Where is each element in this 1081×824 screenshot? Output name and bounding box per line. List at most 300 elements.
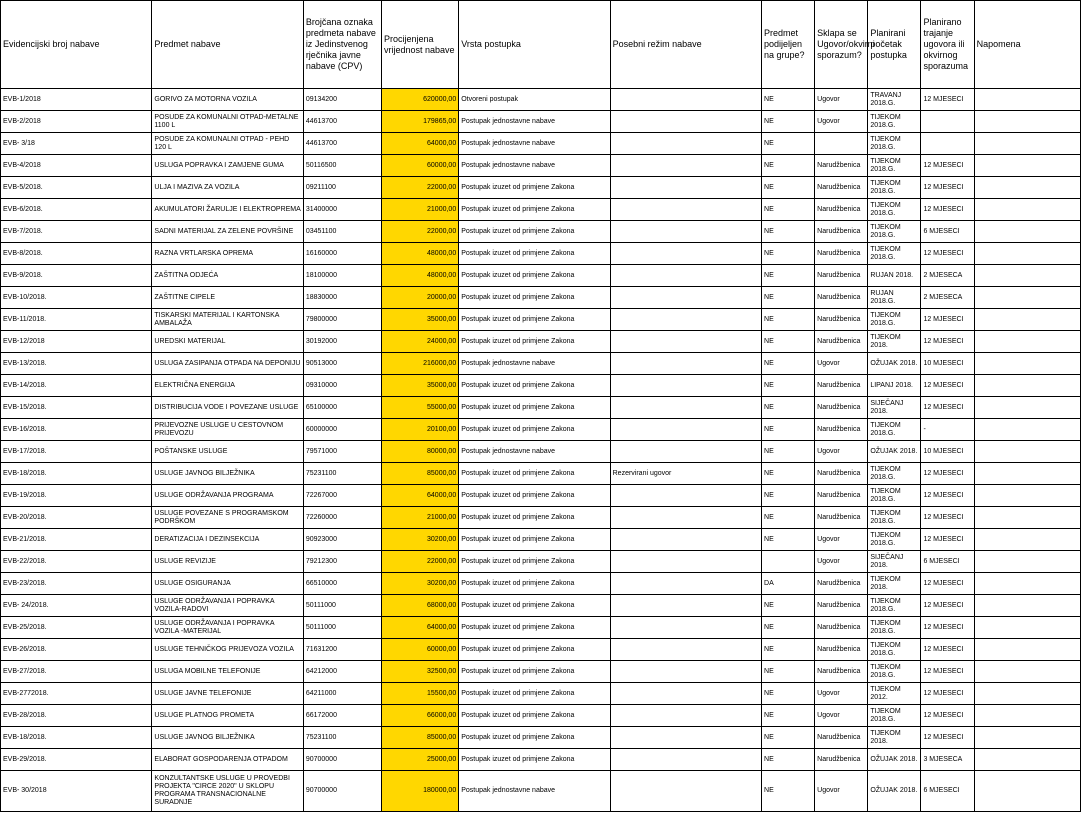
cell-vrsta-postupka: Postupak izuzet od primjene Zakona	[459, 573, 610, 595]
cell-grupe: NE	[762, 243, 815, 265]
cell-ugovor: Ugovor	[815, 353, 868, 375]
cell-predmet: USLUGE PLATNOG PROMETA	[152, 705, 303, 727]
cell-predmet: USLUGE ODRŽAVANJA I POPRAVKA VOZILA-RADOVI	[152, 595, 303, 617]
cell-trajanje: 12 MJESECI	[921, 375, 974, 397]
cell-cpv: 79212300	[303, 551, 381, 573]
cell-napomena	[974, 617, 1080, 639]
cell-trajanje: 12 MJESECI	[921, 331, 974, 353]
cell-vrsta-postupka: Postupak izuzet od primjene Zakona	[459, 639, 610, 661]
cell-vrijednost: 20100,00	[382, 419, 459, 441]
header-vrijednost: Procijenjena vrijednost nabave	[382, 1, 459, 89]
cell-cpv: 64211000	[303, 683, 381, 705]
cell-posebni-rezim	[610, 485, 761, 507]
cell-grupe: NE	[762, 177, 815, 199]
cell-predmet: ZAŠTITNA ODJEĆA	[152, 265, 303, 287]
cell-grupe: NE	[762, 661, 815, 683]
cell-ugovor: Narudžbenica	[815, 331, 868, 353]
header-vrsta-postupka: Vrsta postupka	[459, 1, 610, 89]
cell-pocetak: TIJEKOM 2018.G.	[868, 529, 921, 551]
cell-cpv: 60000000	[303, 419, 381, 441]
cell-trajanje: 12 MJESECI	[921, 397, 974, 419]
cell-vrijednost: 80000,00	[382, 441, 459, 463]
cell-evid-broj: EVB-29/2018.	[1, 749, 152, 771]
cell-vrsta-postupka: Postupak jednostavne nabave	[459, 353, 610, 375]
cell-posebni-rezim	[610, 661, 761, 683]
cell-evid-broj: EVB-7/2018.	[1, 221, 152, 243]
cell-ugovor: Narudžbenica	[815, 221, 868, 243]
table-row	[1, 287, 1081, 309]
cell-cpv: 09211100	[303, 177, 381, 199]
cell-ugovor: Narudžbenica	[815, 507, 868, 529]
cell-evid-broj: EVB-5/2018.	[1, 177, 152, 199]
cell-cpv: 16160000	[303, 243, 381, 265]
cell-ugovor: Ugovor	[815, 705, 868, 727]
cell-cpv: 30192000	[303, 331, 381, 353]
cell-vrijednost: 48000,00	[382, 265, 459, 287]
table-row	[1, 639, 1081, 661]
cell-ugovor: Narudžbenica	[815, 243, 868, 265]
cell-pocetak: TIJEKOM 2018.G.	[868, 617, 921, 639]
cell-vrsta-postupka: Postupak izuzet od primjene Zakona	[459, 463, 610, 485]
cell-cpv: 90700000	[303, 771, 381, 812]
cell-trajanje: 12 MJESECI	[921, 573, 974, 595]
cell-pocetak: TIJEKOM 2018.G.	[868, 199, 921, 221]
cell-posebni-rezim	[610, 573, 761, 595]
cell-predmet: ULJA I MAZIVA ZA VOZILA	[152, 177, 303, 199]
cell-grupe: NE	[762, 221, 815, 243]
cell-napomena	[974, 397, 1080, 419]
cell-grupe: NE	[762, 595, 815, 617]
cell-posebni-rezim	[610, 133, 761, 155]
cell-vrsta-postupka: Postupak izuzet od primjene Zakona	[459, 397, 610, 419]
cell-ugovor: Ugovor	[815, 771, 868, 812]
header-ugovor: Sklapa se Ugovor/okvirni sporazum?	[815, 1, 868, 89]
cell-trajanje: 12 MJESECI	[921, 595, 974, 617]
cell-evid-broj: EVB-10/2018.	[1, 287, 152, 309]
cell-vrijednost: 25000,00	[382, 749, 459, 771]
cell-cpv: 18830000	[303, 287, 381, 309]
cell-ugovor: Narudžbenica	[815, 573, 868, 595]
cell-vrijednost: 64000,00	[382, 485, 459, 507]
cell-predmet: DERATIZACIJA I DEZINSEKCIJA	[152, 529, 303, 551]
table-row	[1, 617, 1081, 639]
table-row	[1, 485, 1081, 507]
cell-vrijednost: 35000,00	[382, 309, 459, 331]
cell-napomena	[974, 133, 1080, 155]
cell-vrsta-postupka: Postupak jednostavne nabave	[459, 771, 610, 812]
cell-trajanje: 12 MJESECI	[921, 727, 974, 749]
table-row	[1, 749, 1081, 771]
table-row	[1, 353, 1081, 375]
cell-napomena	[974, 683, 1080, 705]
cell-cpv: 66172000	[303, 705, 381, 727]
cell-vrsta-postupka: Postupak izuzet od primjene Zakona	[459, 617, 610, 639]
cell-napomena	[974, 749, 1080, 771]
cell-vrsta-postupka: Postupak izuzet od primjene Zakona	[459, 265, 610, 287]
cell-evid-broj: EVB-8/2018.	[1, 243, 152, 265]
cell-ugovor: Narudžbenica	[815, 419, 868, 441]
cell-vrijednost: 620000,00	[382, 89, 459, 111]
cell-cpv: 75231100	[303, 727, 381, 749]
cell-predmet: ZAŠTITNE CIPELE	[152, 287, 303, 309]
cell-napomena	[974, 265, 1080, 287]
cell-napomena	[974, 287, 1080, 309]
cell-vrsta-postupka: Otvoreni postupak	[459, 89, 610, 111]
cell-evid-broj: EVB-17/2018.	[1, 441, 152, 463]
cell-vrijednost: 30200,00	[382, 529, 459, 551]
cell-trajanje: 6 MJESECI	[921, 551, 974, 573]
cell-pocetak: TIJEKOM 2018.G.	[868, 177, 921, 199]
cell-predmet: ELEKTRIČNA ENERGIJA	[152, 375, 303, 397]
cell-posebni-rezim	[610, 705, 761, 727]
cell-ugovor: Narudžbenica	[815, 309, 868, 331]
cell-vrsta-postupka: Postupak izuzet od primjene Zakona	[459, 727, 610, 749]
cell-posebni-rezim	[610, 287, 761, 309]
cell-ugovor: Narudžbenica	[815, 177, 868, 199]
cell-napomena	[974, 485, 1080, 507]
cell-posebni-rezim	[610, 111, 761, 133]
cell-vrsta-postupka: Postupak izuzet od primjene Zakona	[459, 661, 610, 683]
cell-posebni-rezim: Rezervirani ugovor	[610, 463, 761, 485]
cell-predmet: SADNI MATERIJAL ZA ZELENE POVRŠINE	[152, 221, 303, 243]
cell-posebni-rezim	[610, 155, 761, 177]
table-row	[1, 441, 1081, 463]
cell-vrsta-postupka: Postupak izuzet od primjene Zakona	[459, 595, 610, 617]
cell-napomena	[974, 199, 1080, 221]
cell-evid-broj: EVB- 30/2018	[1, 771, 152, 812]
cell-vrsta-postupka: Postupak izuzet od primjene Zakona	[459, 375, 610, 397]
cell-ugovor: Narudžbenica	[815, 639, 868, 661]
cell-grupe: NE	[762, 133, 815, 155]
cell-posebni-rezim	[610, 331, 761, 353]
cell-napomena	[974, 573, 1080, 595]
cell-grupe: NE	[762, 353, 815, 375]
cell-predmet: TISKARSKI MATERIJAL I KARTONSKA AMBALAŽA	[152, 309, 303, 331]
table-row	[1, 573, 1081, 595]
cell-predmet: UREDSKI MATERIJAL	[152, 331, 303, 353]
cell-grupe: NE	[762, 89, 815, 111]
cell-ugovor: Ugovor	[815, 683, 868, 705]
cell-napomena	[974, 507, 1080, 529]
cell-posebni-rezim	[610, 375, 761, 397]
cell-ugovor: Ugovor	[815, 529, 868, 551]
cell-pocetak: OŽUJAK 2018.	[868, 353, 921, 375]
cell-predmet: KONZULTANTSKE USLUGE U PROVEDBI PROJEKTA "CIRCE 2020" U SKLOPU PROGRAMA TRANSNACIONALNE SURADNJE	[152, 771, 303, 812]
cell-predmet: USLUGA MOBILNE TELEFONIJE	[152, 661, 303, 683]
cell-cpv: 90513000	[303, 353, 381, 375]
cell-predmet: USLUGE ODRŽAVANJA I POPRAVKA VOZILA -MATERIJAL	[152, 617, 303, 639]
cell-cpv: 50111000	[303, 617, 381, 639]
cell-evid-broj: EVB-25/2018.	[1, 617, 152, 639]
cell-trajanje: 12 MJESECI	[921, 485, 974, 507]
cell-trajanje: 3 MJESECA	[921, 749, 974, 771]
cell-predmet: USLUGE TEHNIČKOG PRIJEVOZA VOZILA	[152, 639, 303, 661]
cell-ugovor	[815, 133, 868, 155]
cell-evid-broj: EVB-2/2018	[1, 111, 152, 133]
cell-napomena	[974, 353, 1080, 375]
cell-trajanje: 12 MJESECI	[921, 177, 974, 199]
cell-pocetak: TIJEKOM 2018.G.	[868, 661, 921, 683]
cell-vrsta-postupka: Postupak jednostavne nabave	[459, 155, 610, 177]
table-row	[1, 199, 1081, 221]
cell-cpv: 72267000	[303, 485, 381, 507]
cell-predmet: USLUGE REVIZIJE	[152, 551, 303, 573]
cell-cpv: 72260000	[303, 507, 381, 529]
cell-evid-broj: EVB-13/2018.	[1, 353, 152, 375]
cell-predmet: USLUGA POPRAVKA I ZAMJENE GUMA	[152, 155, 303, 177]
table-row	[1, 221, 1081, 243]
cell-grupe: NE	[762, 441, 815, 463]
cell-trajanje: 12 MJESECI	[921, 529, 974, 551]
cell-evid-broj: EVB-22/2018.	[1, 551, 152, 573]
cell-posebni-rezim	[610, 749, 761, 771]
cell-grupe: NE	[762, 771, 815, 812]
cell-posebni-rezim	[610, 397, 761, 419]
cell-vrijednost: 48000,00	[382, 243, 459, 265]
cell-vrsta-postupka: Postupak izuzet od primjene Zakona	[459, 177, 610, 199]
cell-vrsta-postupka: Postupak izuzet od primjene Zakona	[459, 749, 610, 771]
cell-vrijednost: 32500,00	[382, 661, 459, 683]
table-row	[1, 133, 1081, 155]
cell-predmet: PRIJEVOZNE USLUGE U CESTOVNOM PRIJEVOZU	[152, 419, 303, 441]
cell-predmet: GORIVO ZA MOTORNA VOZILA	[152, 89, 303, 111]
cell-grupe: NE	[762, 749, 815, 771]
cell-predmet: USLUGE JAVNOG BILJEŽNIKA	[152, 727, 303, 749]
cell-trajanje	[921, 111, 974, 133]
header-evid-broj: Evidencijski broj nabave	[1, 1, 152, 89]
cell-cpv: 50111000	[303, 595, 381, 617]
cell-vrsta-postupka: Postupak izuzet od primjene Zakona	[459, 331, 610, 353]
cell-pocetak: TIJEKOM 2018.G.	[868, 111, 921, 133]
cell-posebni-rezim	[610, 771, 761, 812]
table-row	[1, 507, 1081, 529]
cell-ugovor: Ugovor	[815, 111, 868, 133]
cell-pocetak: LIPANJ 2018.	[868, 375, 921, 397]
cell-posebni-rezim	[610, 177, 761, 199]
cell-predmet: USLUGE OSIGURANJA	[152, 573, 303, 595]
cell-cpv: 44613700	[303, 133, 381, 155]
cell-pocetak: SIJEČANJ 2018.	[868, 551, 921, 573]
cell-trajanje: 2 MJESECA	[921, 287, 974, 309]
cell-cpv: 75231100	[303, 463, 381, 485]
cell-evid-broj: EVB-12/2018	[1, 331, 152, 353]
cell-posebni-rezim	[610, 639, 761, 661]
cell-vrsta-postupka: Postupak izuzet od primjene Zakona	[459, 243, 610, 265]
cell-vrsta-postupka: Postupak jednostavne nabave	[459, 133, 610, 155]
table-row	[1, 705, 1081, 727]
cell-evid-broj: EVB-2772018.	[1, 683, 152, 705]
cell-pocetak: TIJEKOM 2018.	[868, 727, 921, 749]
table-row	[1, 375, 1081, 397]
cell-grupe: NE	[762, 331, 815, 353]
cell-cpv: 50116500	[303, 155, 381, 177]
header-row	[1, 1, 1081, 89]
cell-trajanje: 12 MJESECI	[921, 155, 974, 177]
cell-grupe: DA	[762, 573, 815, 595]
cell-pocetak: TIJEKOM 2012.	[868, 683, 921, 705]
cell-grupe: NE	[762, 529, 815, 551]
cell-posebni-rezim	[610, 221, 761, 243]
cell-vrsta-postupka: Postupak izuzet od primjene Zakona	[459, 551, 610, 573]
cell-cpv: 09310000	[303, 375, 381, 397]
cell-pocetak: TIJEKOM 2018.	[868, 573, 921, 595]
table-row	[1, 309, 1081, 331]
cell-grupe: NE	[762, 419, 815, 441]
cell-pocetak: TIJEKOM 2018.G.	[868, 595, 921, 617]
cell-evid-broj: EVB-15/2018.	[1, 397, 152, 419]
cell-trajanje: -	[921, 419, 974, 441]
cell-pocetak: TIJEKOM 2018.G.	[868, 705, 921, 727]
cell-napomena	[974, 89, 1080, 111]
cell-vrsta-postupka: Postupak izuzet od primjene Zakona	[459, 683, 610, 705]
cell-vrijednost: 21000,00	[382, 199, 459, 221]
cell-grupe: NE	[762, 463, 815, 485]
table-row	[1, 155, 1081, 177]
cell-pocetak: TIJEKOM 2018.G.	[868, 243, 921, 265]
cell-predmet: ELABORAT GOSPODARENJA OTPADOM	[152, 749, 303, 771]
table-row	[1, 771, 1081, 812]
cell-pocetak: RUJAN 2018.	[868, 265, 921, 287]
table-row	[1, 177, 1081, 199]
cell-evid-broj: EVB-6/2018.	[1, 199, 152, 221]
cell-evid-broj: EVB-4/2018	[1, 155, 152, 177]
cell-grupe: NE	[762, 727, 815, 749]
cell-posebni-rezim	[610, 243, 761, 265]
cell-trajanje: 10 MJESECI	[921, 441, 974, 463]
cell-grupe: NE	[762, 155, 815, 177]
cell-napomena	[974, 727, 1080, 749]
cell-trajanje: 12 MJESECI	[921, 705, 974, 727]
cell-napomena	[974, 441, 1080, 463]
cell-evid-broj: EVB- 3/18	[1, 133, 152, 155]
cell-ugovor: Ugovor	[815, 551, 868, 573]
cell-evid-broj: EVB-27/2018.	[1, 661, 152, 683]
cell-trajanje: 12 MJESECI	[921, 309, 974, 331]
cell-cpv: 31400000	[303, 199, 381, 221]
header-trajanje: Planirano trajanje ugovora ili okvirnog sporazuma	[921, 1, 974, 89]
cell-grupe: NE	[762, 199, 815, 221]
cell-ugovor: Narudžbenica	[815, 287, 868, 309]
cell-pocetak: TIJEKOM 2018.G.	[868, 463, 921, 485]
cell-posebni-rezim	[610, 551, 761, 573]
cell-trajanje: 12 MJESECI	[921, 617, 974, 639]
cell-vrijednost: 60000,00	[382, 639, 459, 661]
cell-vrijednost: 68000,00	[382, 595, 459, 617]
cell-vrijednost: 20000,00	[382, 287, 459, 309]
cell-evid-broj: EVB-11/2018.	[1, 309, 152, 331]
cell-napomena	[974, 243, 1080, 265]
cell-evid-broj: EVB-18/2018.	[1, 463, 152, 485]
cell-trajanje: 12 MJESECI	[921, 507, 974, 529]
cell-grupe	[762, 551, 815, 573]
header-napomena: Napomena	[974, 1, 1080, 89]
cell-cpv: 03451100	[303, 221, 381, 243]
header-posebni-rezim: Posebni režim nabave	[610, 1, 761, 89]
cell-napomena	[974, 375, 1080, 397]
cell-vrsta-postupka: Postupak jednostavne nabave	[459, 111, 610, 133]
cell-ugovor: Ugovor	[815, 441, 868, 463]
cell-trajanje: 2 MJESECA	[921, 265, 974, 287]
cell-ugovor: Narudžbenica	[815, 199, 868, 221]
table-row	[1, 683, 1081, 705]
cell-cpv: 71631200	[303, 639, 381, 661]
table-row	[1, 661, 1081, 683]
cell-predmet: USLUGE ODRŽAVANJA PROGRAMA	[152, 485, 303, 507]
cell-ugovor: Narudžbenica	[815, 375, 868, 397]
cell-vrsta-postupka: Postupak izuzet od primjene Zakona	[459, 705, 610, 727]
cell-predmet: POSUDE ZA KOMUNALNI OTPAD - PEHD 120 L	[152, 133, 303, 155]
cell-pocetak: TRAVANJ 2018.G.	[868, 89, 921, 111]
cell-predmet: POŠTANSKE USLUGE	[152, 441, 303, 463]
cell-evid-broj: EVB-20/2018.	[1, 507, 152, 529]
cell-trajanje: 10 MJESECI	[921, 353, 974, 375]
cell-pocetak: TIJEKOM 2018.G.	[868, 133, 921, 155]
cell-trajanje: 6 MJESECI	[921, 221, 974, 243]
cell-grupe: NE	[762, 309, 815, 331]
table-body	[1, 89, 1081, 812]
cell-evid-broj: EVB-28/2018.	[1, 705, 152, 727]
cell-napomena	[974, 111, 1080, 133]
table-row	[1, 243, 1081, 265]
cell-vrsta-postupka: Postupak izuzet od primjene Zakona	[459, 287, 610, 309]
cell-evid-broj: EVB-21/2018.	[1, 529, 152, 551]
cell-vrijednost: 216000,00	[382, 353, 459, 375]
cell-evid-broj: EVB-9/2018.	[1, 265, 152, 287]
cell-cpv: 79800000	[303, 309, 381, 331]
cell-vrijednost: 55000,00	[382, 397, 459, 419]
cell-posebni-rezim	[610, 265, 761, 287]
cell-grupe: NE	[762, 639, 815, 661]
cell-grupe: NE	[762, 397, 815, 419]
cell-grupe: NE	[762, 617, 815, 639]
cell-cpv: 90923000	[303, 529, 381, 551]
cell-vrijednost: 15500,00	[382, 683, 459, 705]
cell-posebni-rezim	[610, 441, 761, 463]
cell-pocetak: TIJEKOM 2018.G.	[868, 221, 921, 243]
cell-cpv: 79571000	[303, 441, 381, 463]
cell-ugovor: Narudžbenica	[815, 727, 868, 749]
cell-napomena	[974, 551, 1080, 573]
cell-predmet: USLUGE JAVNOG BILJEŽNIKA	[152, 463, 303, 485]
cell-vrijednost: 180000,00	[382, 771, 459, 812]
cell-predmet: AKUMULATORI ŽARULJE I ELEKTROPREMA	[152, 199, 303, 221]
cell-cpv: 44613700	[303, 111, 381, 133]
cell-vrijednost: 66000,00	[382, 705, 459, 727]
cell-vrsta-postupka: Postupak izuzet od primjene Zakona	[459, 485, 610, 507]
cell-napomena	[974, 309, 1080, 331]
cell-napomena	[974, 661, 1080, 683]
cell-pocetak: TIJEKOM 2018.G.	[868, 309, 921, 331]
cell-ugovor: Narudžbenica	[815, 155, 868, 177]
cell-pocetak: OŽUJAK 2018.	[868, 771, 921, 812]
cell-posebni-rezim	[610, 727, 761, 749]
cell-grupe: NE	[762, 507, 815, 529]
cell-vrsta-postupka: Postupak izuzet od primjene Zakona	[459, 419, 610, 441]
cell-ugovor: Narudžbenica	[815, 463, 868, 485]
table-row	[1, 419, 1081, 441]
cell-grupe: NE	[762, 111, 815, 133]
cell-pocetak: TIJEKOM 2018.G.	[868, 507, 921, 529]
table-row	[1, 89, 1081, 111]
cell-vrijednost: 85000,00	[382, 727, 459, 749]
cell-pocetak: TIJEKOM 2018.G.	[868, 485, 921, 507]
table-row	[1, 727, 1081, 749]
cell-evid-broj: EVB-19/2018.	[1, 485, 152, 507]
cell-vrsta-postupka: Postupak izuzet od primjene Zakona	[459, 507, 610, 529]
cell-vrsta-postupka: Postupak izuzet od primjene Zakona	[459, 199, 610, 221]
cell-evid-broj: EVB-1/2018	[1, 89, 152, 111]
cell-posebni-rezim	[610, 353, 761, 375]
